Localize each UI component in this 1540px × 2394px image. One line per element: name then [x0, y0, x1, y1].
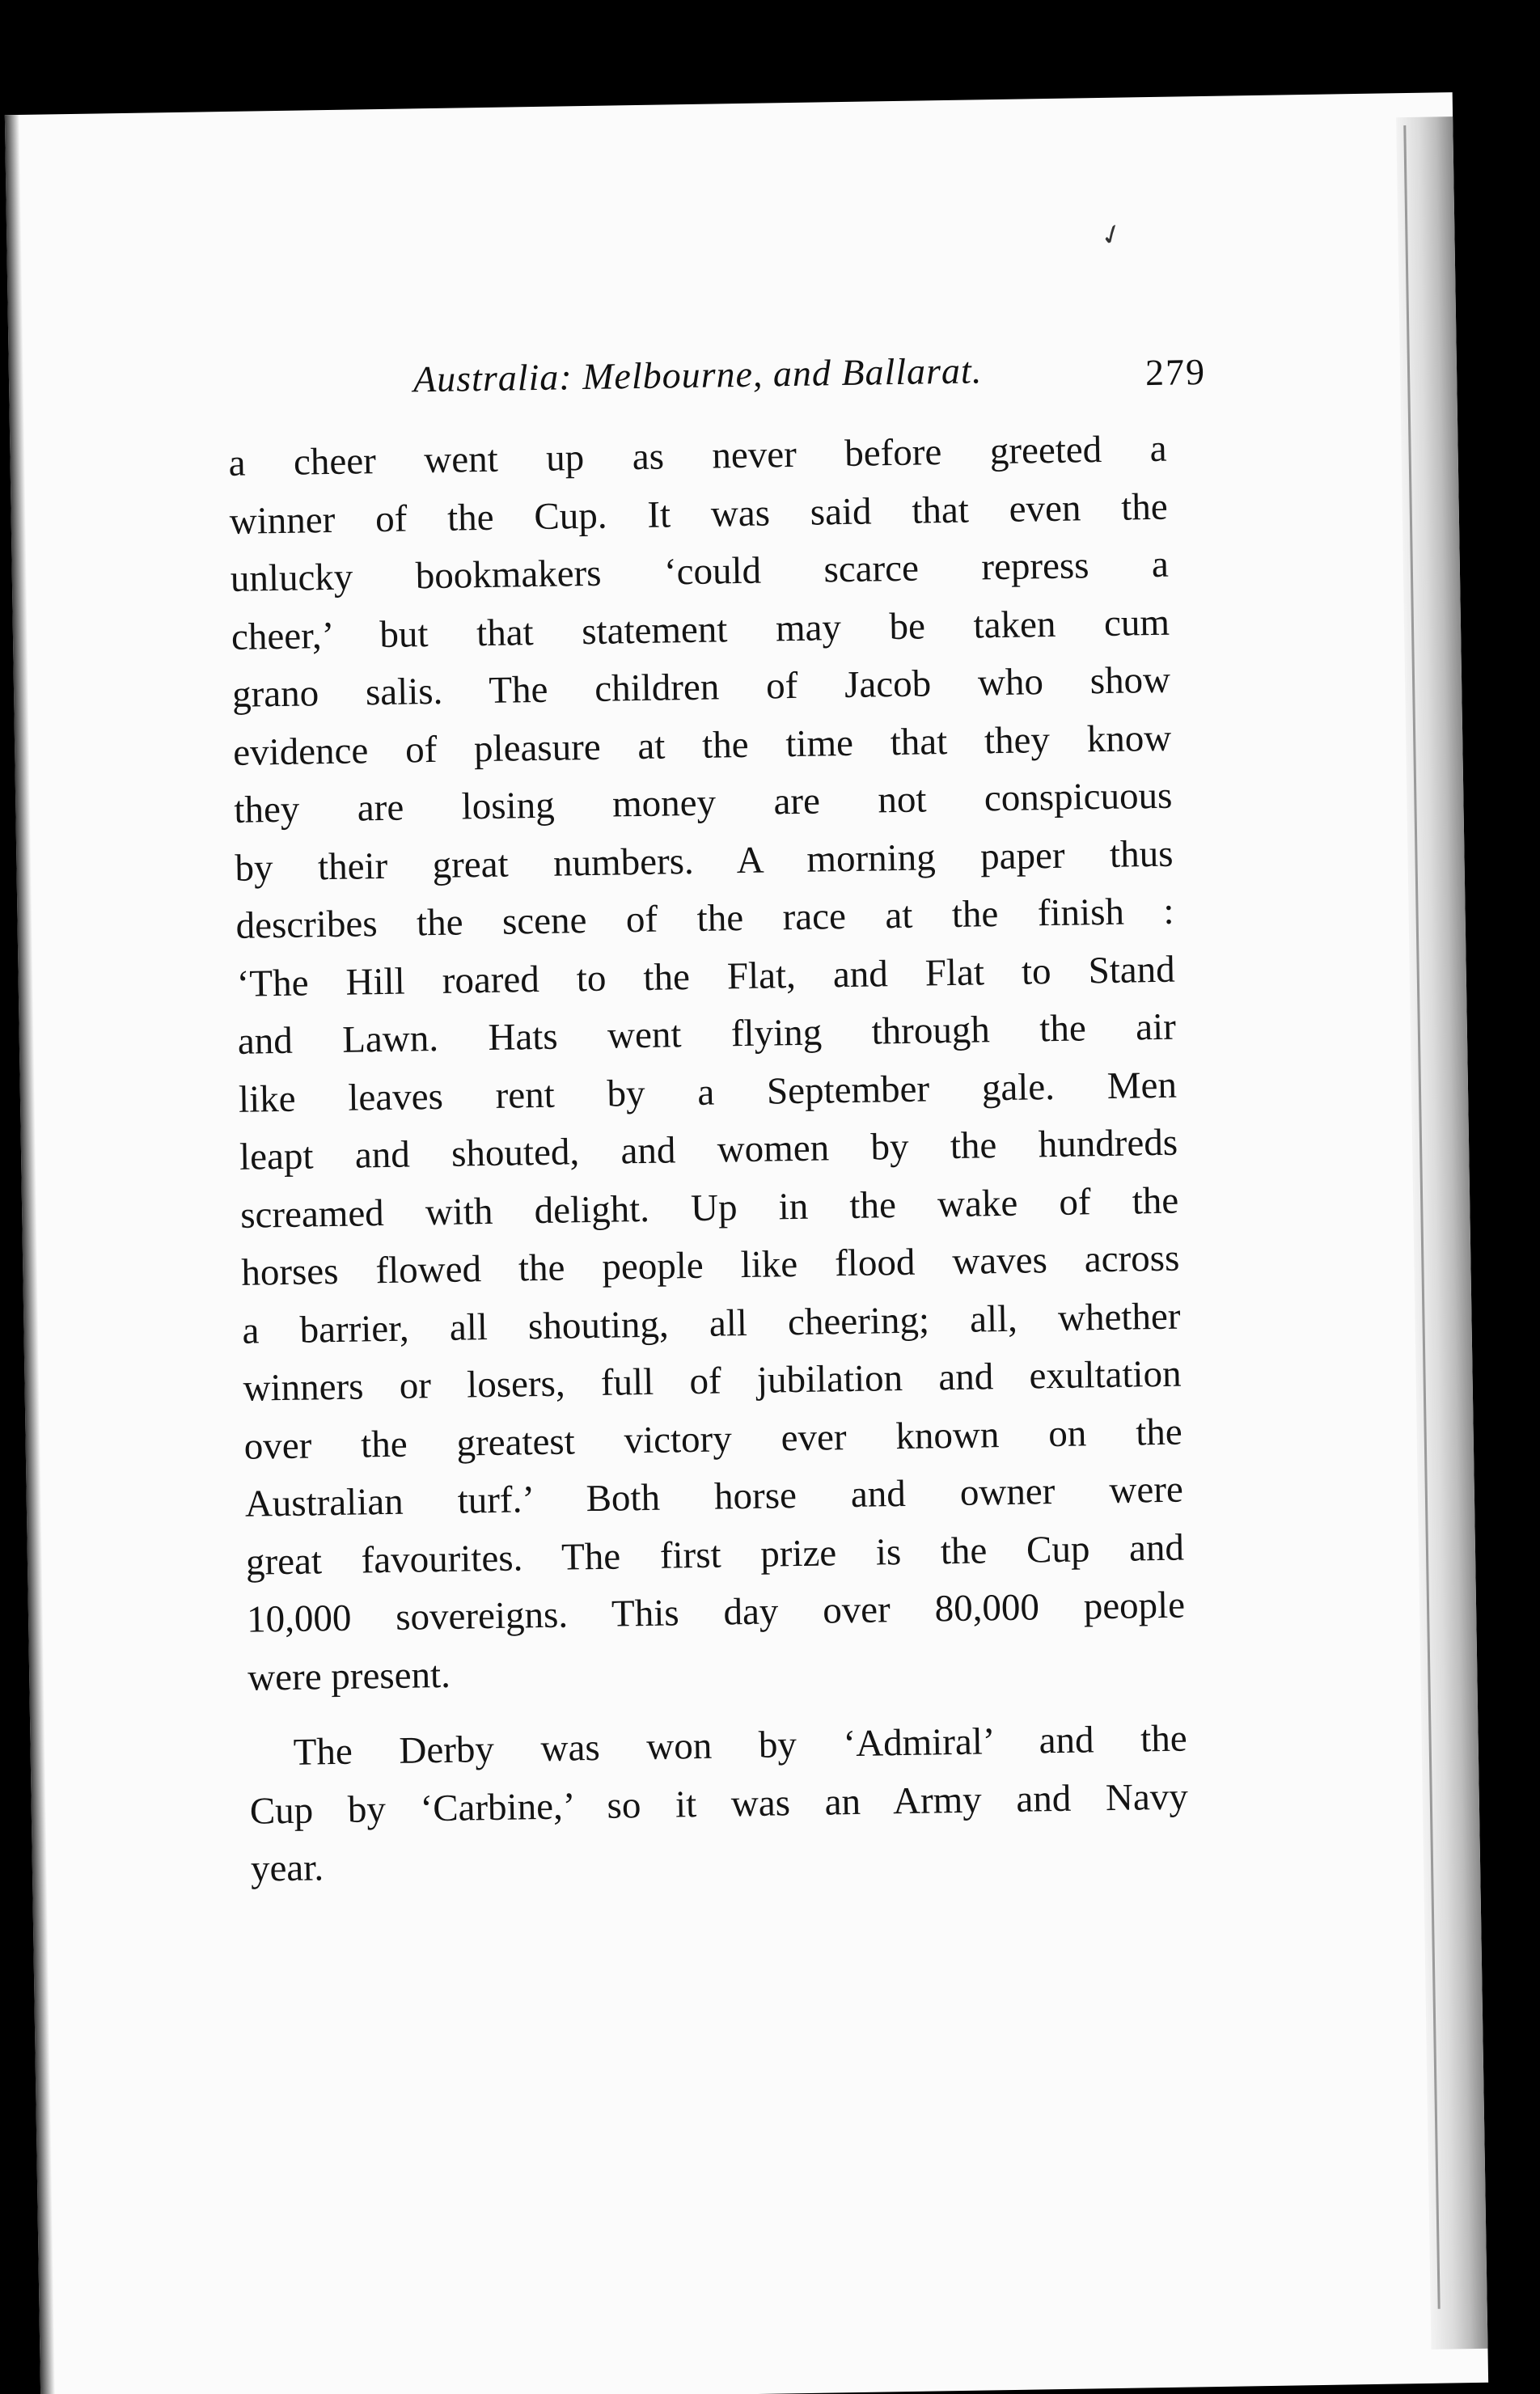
- running-head-title: Australia: Melbourne, and Ballarat.: [412, 349, 983, 400]
- text-line: The Derby was won by ‘Admiral’ and the: [293, 1717, 1187, 1774]
- page-number: 279: [1144, 350, 1207, 394]
- text-line: a cheer went up as never before greeted a: [228, 427, 1167, 484]
- text-line: 10,000 sovereigns. This day over 80,000 people: [246, 1584, 1186, 1641]
- text-line: by their great numbers. A morning paper thus: [235, 832, 1174, 890]
- text-line: Australian turf.’ Both horse and owner were: [244, 1468, 1184, 1525]
- text-line: cheer,’ but that statement may be taken cum: [231, 601, 1170, 658]
- text-line: like leaves rent by a September gale. Men: [238, 1064, 1178, 1121]
- text-line: describes the scene of the race at the finish :: [235, 890, 1174, 947]
- text-line: evidence of pleasure at the time that they know: [232, 717, 1172, 774]
- text-line: Cup by ‘Carbine,’ so it was an Army and Navy: [249, 1775, 1189, 1833]
- text-line: winners or losers, full of jubilation and exultation: [243, 1352, 1182, 1410]
- gutter-shadow: [5, 115, 55, 2394]
- text-line: were present.: [247, 1653, 451, 1699]
- paragraph-2: [248, 1711, 1189, 1899]
- text-line: grano salis. The children of Jacob who show: [231, 658, 1171, 716]
- check-mark-annotation: ✓: [1095, 215, 1129, 255]
- text-line: a barrier, all shouting, all cheering; all, whether: [242, 1295, 1181, 1352]
- text-line: over the greatest victory ever known on the: [243, 1411, 1183, 1468]
- text-line: horses flowed the people like flood waves across: [240, 1237, 1180, 1294]
- text-line: ‘The Hill roared to the Flat, and Flat to Stand: [236, 948, 1176, 1005]
- text-line: leapt and shouted, and women by the hundreds: [239, 1121, 1178, 1178]
- text-line: they are losing money are not conspicuous: [233, 774, 1173, 831]
- text-line: screamed with delight. Up in the wake of the: [239, 1179, 1179, 1237]
- text-line: unlucky bookmakers ‘could scarce repress a: [230, 543, 1170, 600]
- paragraph-1: [228, 421, 1187, 1707]
- text-line: and Lawn. Hats went flying through the air: [237, 1005, 1177, 1063]
- text-line: great favourites. The first prize is the Cup and: [245, 1526, 1185, 1584]
- running-head: [389, 339, 1207, 417]
- body-text: [228, 421, 1189, 1898]
- text-line: winner of the Cup. It was said that even the: [229, 485, 1169, 543]
- text-line: year.: [250, 1846, 324, 1890]
- book-page: [5, 92, 1488, 2394]
